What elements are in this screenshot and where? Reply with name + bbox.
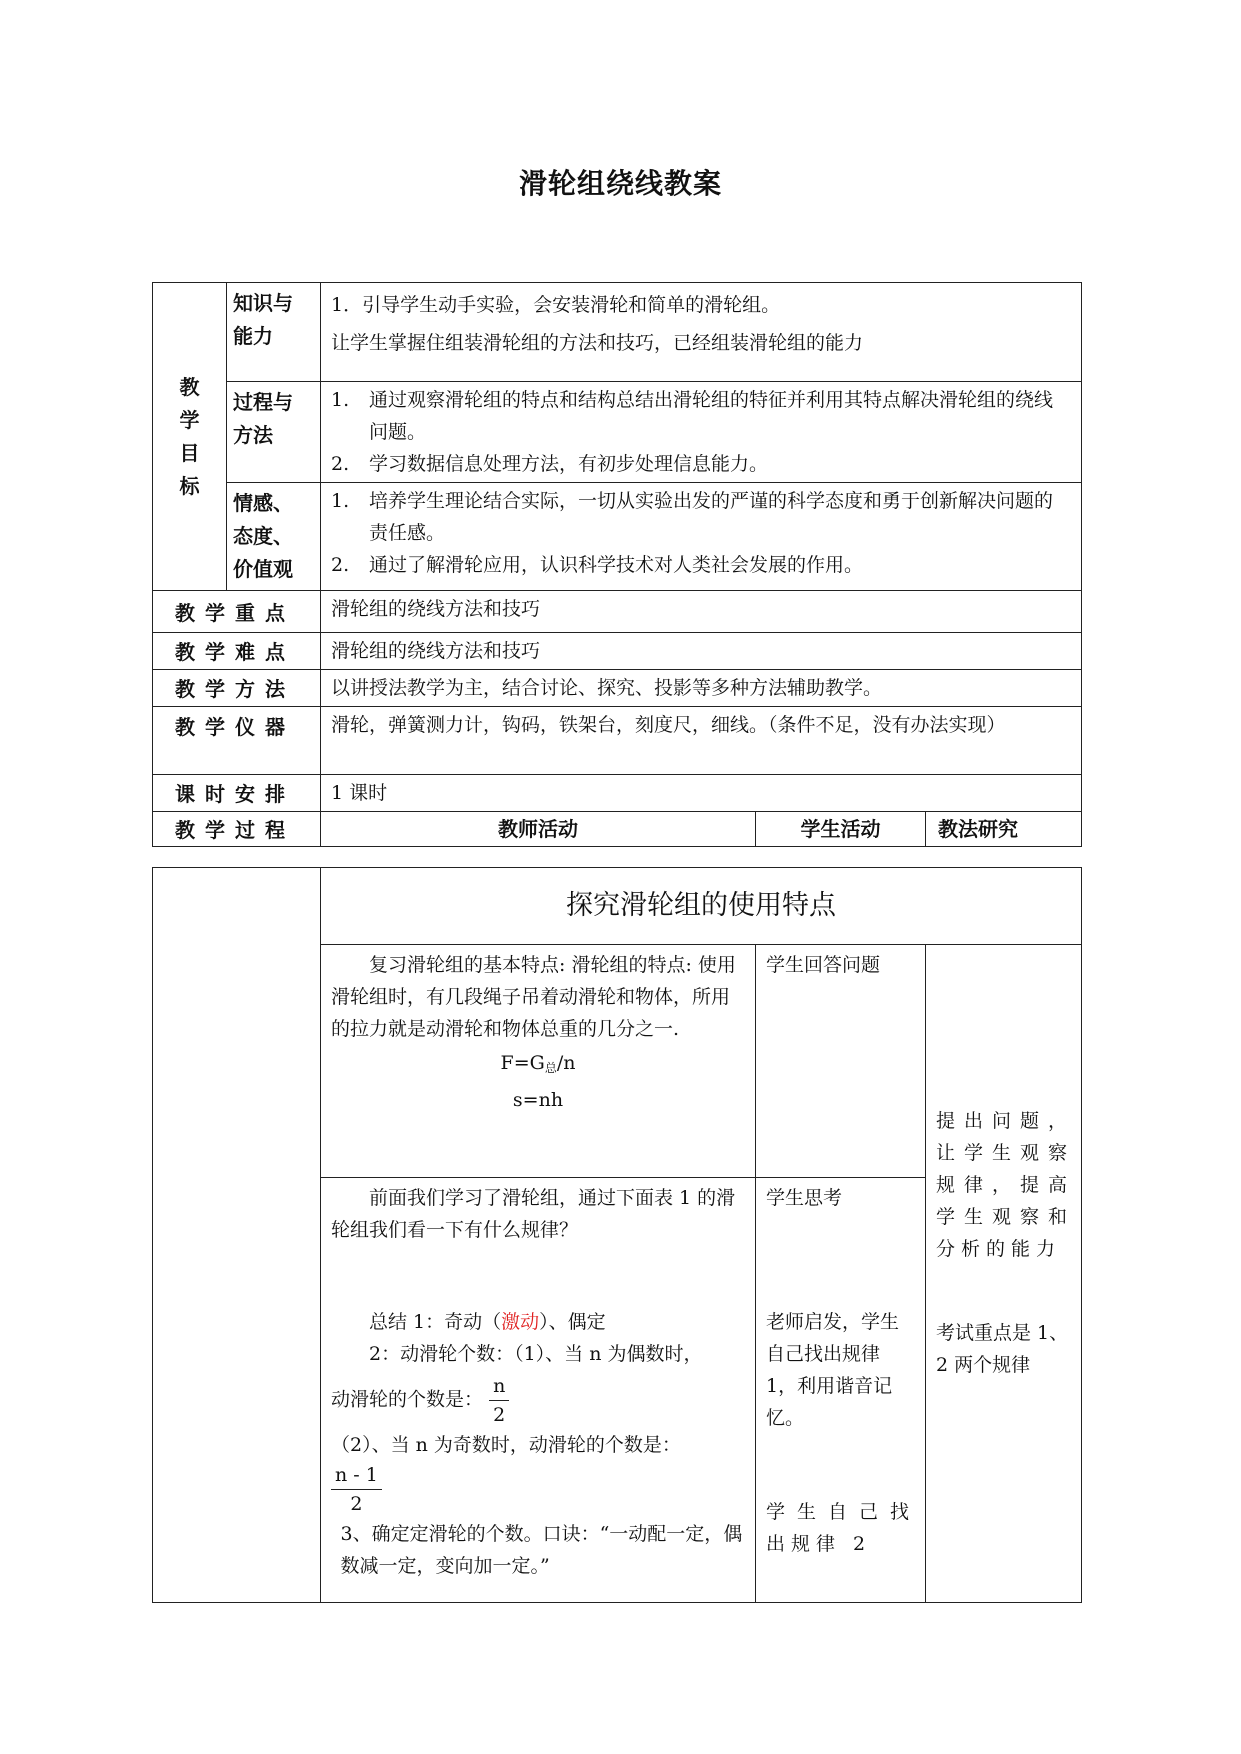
review-block: 复习滑轮组的基本特点: 滑轮组的特点: 使用滑轮组时，有几段绳子吊着动滑轮和物体，所用的拉力就是动滑轮和物体总重的几分之一. F=G总/n s=nh [321,945,756,1178]
key-point-value: 滑轮组的绕线方法和技巧 [321,591,1082,633]
summary-2-even: 动滑轮的个数是： $\frac{n}{2}$ [331,1372,745,1429]
section-heading: 探究滑轮组的使用特点 [321,868,1082,945]
fraction-odd: $\frac{n - 1}{2}$ [331,1461,382,1518]
list-item: 1. 通过观察滑轮组的特点和结构总结出滑轮组的特征并利用其特点解决滑轮组的绕线问题。 [331,389,1054,443]
summary-3: 3、确定定滑轮的个数。口诀：“一动配一定，偶数减一定，变向加一定。” [340,1523,743,1577]
list-item: 1. 培养学生理论结合实际，一切从实验出发的严谨的科学态度和勇于创新解决问题的责任感。 [331,490,1054,544]
emotion-content [321,483,1082,591]
schedule-value: 1 课时 [321,775,1082,812]
knowledge-label: 知识与 能力 [227,283,321,382]
method-value: 以讲授法教学为主，结合讨论、探究、投影等多种方法辅助教学。 [321,670,1082,707]
difficulty-value: 滑轮组的绕线方法和技巧 [321,633,1082,670]
summary-2-odd: （2）、当 n 为奇数时，动滑轮的个数是： [331,1434,681,1456]
list-item: 2. 通过了解滑轮应用，认识科学技术对人类社会发展的作用。 [331,554,864,576]
student-activity: 学生思考 老师启发，学生自己找出规律 1，利用谐音记忆。 学生自己找出规律 2 [756,1178,926,1603]
goals-label: 教 学 目 标 [153,283,227,591]
summary-2: 2：动滑轮个数：（1）、当 n 为偶数时， [369,1343,703,1365]
schedule-label: 课时安排 [153,775,321,812]
formula-force: F=G总/n [500,1052,576,1075]
lesson-info-table [152,282,1082,847]
rules-block: 前面我们学习了滑轮组，通过下面表 1 的滑轮组我们看一下有什么规律？ 总结 1：奇动（激动）、偶定 2：动滑轮个数：（1）、当 n 为偶数时， 动滑轮的个数是： $\frac{n}{2}$ （2）、当 n 为奇数时，动滑轮的个数是： $\frac{n - 1}{2}$ 3、确定定滑轮的个数。口诀：“一动配一定，偶数减一定，变向加一定。” [321,1178,756,1603]
difficulty-label: 教学难点 [153,633,321,670]
list-item: 2. 学习数据信息处理方法，有初步处理信息能力。 [331,453,769,475]
process-method-label: 过程与 方法 [227,382,321,483]
process-method-content [321,382,1082,483]
formula-distance: s=nh [512,1089,564,1111]
lesson-process-table [152,867,1082,1603]
blank-column [153,868,321,1603]
summary-2-odd-frac [331,1461,745,1518]
page-title: 滑轮组绕线教案 [518,167,722,200]
research-notes: 提出问题，让学生观察规律，提高学生观察和分析的能力 考试重点是 1、2 两个规律 [926,945,1082,1603]
fraction-even: $\frac{n}{2}$ [489,1372,509,1429]
teacher-activity-header: 教师活动 [321,812,756,847]
student-answer: 学生回答问题 [756,945,926,1178]
student-activity-header: 学生活动 [756,812,926,847]
equipment-label: 教学仪器 [153,707,321,775]
emotion-label: 情感、 态度、 价值观 [227,483,321,591]
equipment-value: 滑轮，弹簧测力计，钩码，铁架台，刻度尺，细线。（条件不足，没有办法实现） [321,707,1082,775]
key-point-label: 教学重点 [153,591,321,633]
method-label: 教学方法 [153,670,321,707]
summary-1: 总结 1：奇动（激动）、偶定 [369,1311,606,1333]
process-label: 教学过程 [153,812,321,847]
knowledge-content: 1．引导学生动手实验，会安装滑轮和简单的滑轮组。 让学生掌握住组装滑轮组的方法和技巧，已经组装滑轮组的能力 [321,283,1082,382]
method-research-header: 教法研究 [926,812,1082,847]
